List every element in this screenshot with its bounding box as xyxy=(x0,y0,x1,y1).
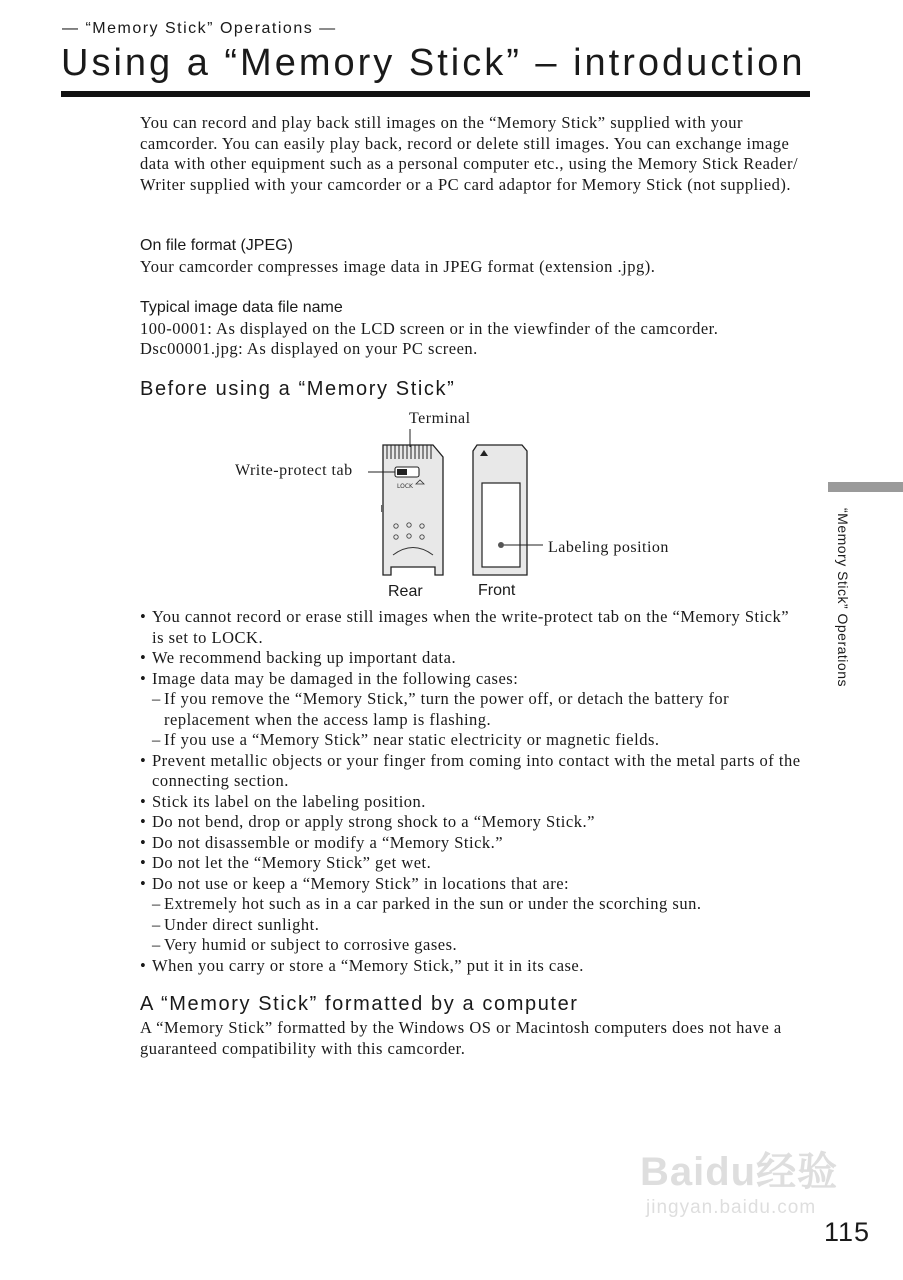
file-name-line: Dsc00001.jpg: As displayed on your PC screen. xyxy=(140,339,478,358)
side-tab-marker xyxy=(828,482,903,492)
list-subitem: – If you use a “Memory Stick” near static electricity or magnetic fields. xyxy=(140,730,805,751)
list-item: • Do not use or keep a “Memory Stick” in locations that are: xyxy=(140,874,805,895)
list-subitem: – Under direct sunlight. xyxy=(140,915,805,936)
list-subitem: – Extremely hot such as in a car parked in the sun or under the scorching sun. xyxy=(140,894,805,915)
pc-format-section xyxy=(140,993,805,1016)
file-name-line: 100-0001: As displayed on the LCD screen or in the viewfinder of the camcorder. xyxy=(140,318,719,338)
file-format-text: Your camcorder compresses image data in JPEG format (extension .jpg). xyxy=(140,256,656,276)
intro-paragraph: You can record and play back still images on the “Memory Stick” supplied with your camcorder. You can easily play back, record or delete still images. You can exchange image data with other equipment such as a personal computer etc., using the Memory Stick Reader/ Writer supplied with your camcorder or a PC card adaptor for Memory Stick (not supplied). xyxy=(140,113,799,194)
list-item: • Do not let the “Memory Stick” get wet. xyxy=(140,853,805,874)
page-number: 115 xyxy=(824,1217,871,1247)
section-label: — “Memory Stick” Operations — xyxy=(62,20,337,37)
labeling-area xyxy=(482,483,520,567)
watermark-url: jingyan.baidu.com xyxy=(646,1197,817,1218)
list-subitem: – If you remove the “Memory Stick,” turn the power off, or detach the battery for replacement when the access lamp is flashing. xyxy=(140,689,805,730)
memory-stick-rear xyxy=(368,429,443,575)
pc-format-text: A “Memory Stick” formatted by the Windows OS or Macintosh computers does not have a guaranteed compatibility with this camcorder. xyxy=(140,1018,782,1058)
before-using-section xyxy=(140,378,805,401)
notes-list xyxy=(140,607,805,976)
title-rule xyxy=(61,91,810,97)
terminal-label: Terminal xyxy=(409,410,471,427)
list-item: • Image data may be damaged in the following cases: xyxy=(140,669,805,690)
list-item: • Prevent metallic objects or your finger from coming into contact with the metal parts of the connecting section. xyxy=(140,751,805,792)
intro-section xyxy=(140,113,805,195)
list-item: • When you carry or store a “Memory Stick,” put it in its case. xyxy=(140,956,805,977)
file-format-heading: On file format (JPEG) xyxy=(140,237,293,254)
list-item: • Do not bend, drop or apply strong shock to a “Memory Stick.” xyxy=(140,812,805,833)
watermark-logo: Baidu经验 xyxy=(640,1150,839,1194)
rear-label: Rear xyxy=(388,583,423,600)
front-label: Front xyxy=(478,582,516,599)
list-subitem: – Very humid or subject to corrosive gases. xyxy=(140,935,805,956)
write-protect-tab-label: Write-protect tab xyxy=(235,462,353,479)
before-using-heading: Before using a “Memory Stick” xyxy=(140,378,456,400)
watermark xyxy=(640,1140,838,1219)
list-item: • Do not disassemble or modify a “Memory Stick.” xyxy=(140,833,805,854)
labeling-position-label: Labeling position xyxy=(548,539,669,556)
page-title: Using a “Memory Stick” – introduction xyxy=(61,42,806,84)
list-item: • Stick its label on the labeling position. xyxy=(140,792,805,813)
side-tab-label: “Memory Stick” Operations xyxy=(835,508,851,687)
file-name-heading: Typical image data file name xyxy=(140,299,343,316)
file-name-section xyxy=(140,298,805,360)
list-item: • You cannot record or erase still images when the write-protect tab on the “Memory Stick” is set to LOCK. xyxy=(140,607,805,648)
list-item: • We recommend backing up important data. xyxy=(140,648,805,669)
notes-section xyxy=(140,607,805,976)
memory-stick-front xyxy=(473,445,543,575)
memory-stick-diagram xyxy=(225,405,705,600)
file-format-section xyxy=(140,236,805,277)
lock-marking: LOCK xyxy=(397,483,413,490)
pc-format-heading: A “Memory Stick” formatted by a computer xyxy=(140,993,579,1015)
